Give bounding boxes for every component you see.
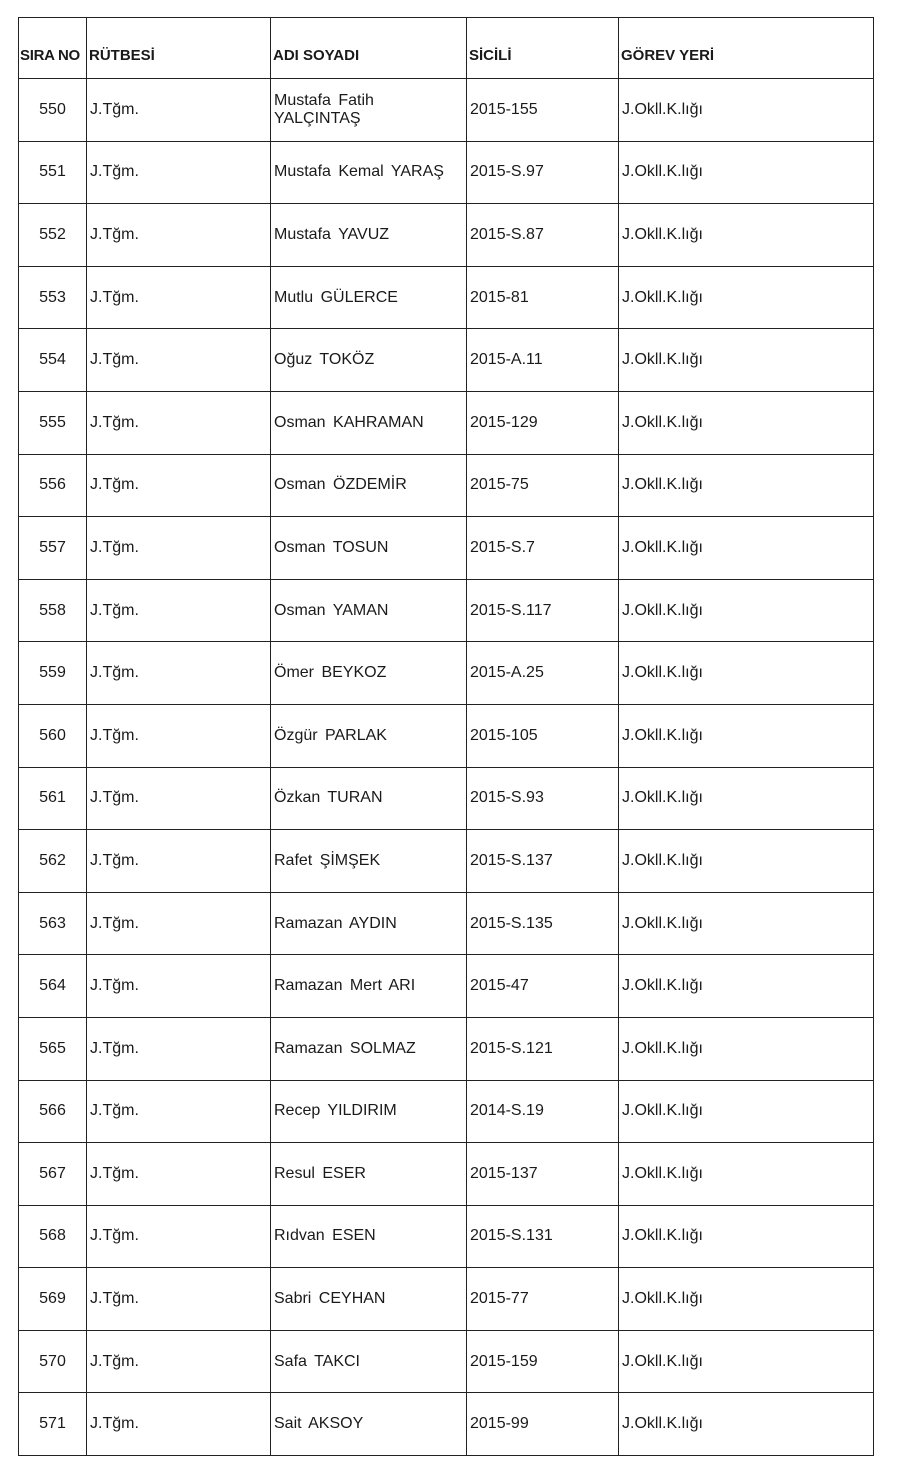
cell-rutbesi: J.Tğm.: [87, 454, 271, 517]
cell-adi-soyadi: Mustafa Kemal YARAŞ: [271, 141, 467, 204]
cell-sicili: 2015-S.117: [467, 579, 619, 642]
table-row: [19, 391, 874, 454]
cell-sicili: 2015-S.7: [467, 517, 619, 580]
cell-sira-no: 564: [19, 955, 87, 1018]
cell-adi-soyadi: Mustafa Fatih YALÇINTAŞ: [271, 79, 467, 142]
cell-sira-no: 570: [19, 1330, 87, 1393]
cell-adi-soyadi: Osman KAHRAMAN: [271, 391, 467, 454]
cell-sira-no: 562: [19, 830, 87, 893]
table-row: [19, 767, 874, 830]
cell-gorev-yeri: J.Okll.K.lığı: [619, 1330, 874, 1393]
cell-sicili: 2015-81: [467, 266, 619, 329]
table-row: [19, 579, 874, 642]
cell-gorev-yeri: J.Okll.K.lığı: [619, 892, 874, 955]
cell-adi-soyadi: Osman TOSUN: [271, 517, 467, 580]
cell-sicili: 2015-S.131: [467, 1205, 619, 1268]
cell-sira-no: 560: [19, 704, 87, 767]
cell-sicili: 2015-S.121: [467, 1017, 619, 1080]
cell-adi-soyadi: Ramazan AYDIN: [271, 892, 467, 955]
table-header: [19, 18, 874, 79]
cell-sira-no: 554: [19, 329, 87, 392]
cell-adi-soyadi: Rıdvan ESEN: [271, 1205, 467, 1268]
cell-gorev-yeri: J.Okll.K.lığı: [619, 955, 874, 1018]
cell-rutbesi: J.Tğm.: [87, 1017, 271, 1080]
cell-sicili: 2015-105: [467, 704, 619, 767]
cell-sira-no: 550: [19, 79, 87, 142]
cell-sira-no: 566: [19, 1080, 87, 1143]
cell-sira-no: 558: [19, 579, 87, 642]
cell-gorev-yeri: J.Okll.K.lığı: [619, 79, 874, 142]
table-row: [19, 1205, 874, 1268]
cell-adi-soyadi: Özgür PARLAK: [271, 704, 467, 767]
cell-sira-no: 561: [19, 767, 87, 830]
header-sira-no: SIRA NO: [19, 18, 87, 79]
cell-adi-soyadi: Recep YILDIRIM: [271, 1080, 467, 1143]
cell-sira-no: 563: [19, 892, 87, 955]
cell-rutbesi: J.Tğm.: [87, 830, 271, 893]
table-row: [19, 704, 874, 767]
cell-sicili: 2015-155: [467, 79, 619, 142]
cell-sicili: 2015-S.87: [467, 204, 619, 267]
table-row: [19, 1080, 874, 1143]
cell-adi-soyadi: Sabri CEYHAN: [271, 1268, 467, 1331]
cell-rutbesi: J.Tğm.: [87, 266, 271, 329]
cell-rutbesi: J.Tğm.: [87, 892, 271, 955]
cell-sira-no: 569: [19, 1268, 87, 1331]
cell-gorev-yeri: J.Okll.K.lığı: [619, 266, 874, 329]
cell-sicili: 2015-99: [467, 1393, 619, 1456]
table-row: [19, 454, 874, 517]
table-body: [19, 79, 874, 1456]
personnel-list-page: [18, 17, 873, 1456]
header-row: [19, 18, 874, 79]
table-row: [19, 79, 874, 142]
cell-sicili: 2015-S.93: [467, 767, 619, 830]
cell-gorev-yeri: J.Okll.K.lığı: [619, 704, 874, 767]
cell-rutbesi: J.Tğm.: [87, 579, 271, 642]
cell-sicili: 2015-A.25: [467, 642, 619, 705]
cell-sira-no: 559: [19, 642, 87, 705]
cell-sicili: 2015-S.137: [467, 830, 619, 893]
table-row: [19, 892, 874, 955]
cell-sira-no: 555: [19, 391, 87, 454]
cell-adi-soyadi: Ramazan SOLMAZ: [271, 1017, 467, 1080]
cell-gorev-yeri: J.Okll.K.lığı: [619, 642, 874, 705]
cell-sira-no: 568: [19, 1205, 87, 1268]
cell-sicili: 2015-77: [467, 1268, 619, 1331]
cell-gorev-yeri: J.Okll.K.lığı: [619, 454, 874, 517]
cell-adi-soyadi: Özkan TURAN: [271, 767, 467, 830]
cell-gorev-yeri: J.Okll.K.lığı: [619, 141, 874, 204]
cell-rutbesi: J.Tğm.: [87, 329, 271, 392]
cell-sira-no: 567: [19, 1143, 87, 1206]
cell-sicili: 2015-47: [467, 955, 619, 1018]
header-gorev-yeri: GÖREV YERİ: [619, 18, 874, 79]
cell-sira-no: 551: [19, 141, 87, 204]
table-row: [19, 1268, 874, 1331]
cell-rutbesi: J.Tğm.: [87, 1393, 271, 1456]
cell-sicili: 2015-159: [467, 1330, 619, 1393]
table-row: [19, 830, 874, 893]
cell-gorev-yeri: J.Okll.K.lığı: [619, 329, 874, 392]
table-row: [19, 955, 874, 1018]
cell-gorev-yeri: J.Okll.K.lığı: [619, 204, 874, 267]
table-row: [19, 329, 874, 392]
table-row: [19, 1143, 874, 1206]
cell-gorev-yeri: J.Okll.K.lığı: [619, 1017, 874, 1080]
cell-gorev-yeri: J.Okll.K.lığı: [619, 767, 874, 830]
cell-gorev-yeri: J.Okll.K.lığı: [619, 1393, 874, 1456]
cell-sicili: 2015-137: [467, 1143, 619, 1206]
cell-rutbesi: J.Tğm.: [87, 204, 271, 267]
cell-sicili: 2015-S.135: [467, 892, 619, 955]
cell-adi-soyadi: Ömer BEYKOZ: [271, 642, 467, 705]
cell-gorev-yeri: J.Okll.K.lığı: [619, 579, 874, 642]
table-row: [19, 1330, 874, 1393]
cell-adi-soyadi: Sait AKSOY: [271, 1393, 467, 1456]
cell-sira-no: 556: [19, 454, 87, 517]
cell-rutbesi: J.Tğm.: [87, 391, 271, 454]
table-row: [19, 1017, 874, 1080]
table-row: [19, 204, 874, 267]
cell-adi-soyadi: Osman ÖZDEMİR: [271, 454, 467, 517]
cell-rutbesi: J.Tğm.: [87, 1080, 271, 1143]
cell-sira-no: 571: [19, 1393, 87, 1456]
cell-sira-no: 553: [19, 266, 87, 329]
cell-adi-soyadi: Osman YAMAN: [271, 579, 467, 642]
cell-rutbesi: J.Tğm.: [87, 1143, 271, 1206]
cell-rutbesi: J.Tğm.: [87, 1205, 271, 1268]
cell-rutbesi: J.Tğm.: [87, 704, 271, 767]
cell-gorev-yeri: J.Okll.K.lığı: [619, 1143, 874, 1206]
cell-adi-soyadi: Safa TAKCI: [271, 1330, 467, 1393]
table-row: [19, 642, 874, 705]
cell-gorev-yeri: J.Okll.K.lığı: [619, 1080, 874, 1143]
cell-sicili: 2015-129: [467, 391, 619, 454]
cell-sira-no: 557: [19, 517, 87, 580]
cell-adi-soyadi: Rafet ŞİMŞEK: [271, 830, 467, 893]
header-adi-soyadi: ADI SOYADI: [271, 18, 467, 79]
cell-sicili: 2015-A.11: [467, 329, 619, 392]
cell-rutbesi: J.Tğm.: [87, 1268, 271, 1331]
table-row: [19, 1393, 874, 1456]
cell-rutbesi: J.Tğm.: [87, 141, 271, 204]
cell-gorev-yeri: J.Okll.K.lığı: [619, 1205, 874, 1268]
header-sicili: SİCİLİ: [467, 18, 619, 79]
cell-rutbesi: J.Tğm.: [87, 1330, 271, 1393]
cell-adi-soyadi: Mustafa YAVUZ: [271, 204, 467, 267]
cell-gorev-yeri: J.Okll.K.lığı: [619, 830, 874, 893]
table-row: [19, 141, 874, 204]
header-rutbesi: RÜTBESİ: [87, 18, 271, 79]
cell-adi-soyadi: Oğuz TOKÖZ: [271, 329, 467, 392]
cell-rutbesi: J.Tğm.: [87, 517, 271, 580]
cell-sicili: 2015-S.97: [467, 141, 619, 204]
cell-gorev-yeri: J.Okll.K.lığı: [619, 391, 874, 454]
cell-sicili: 2015-75: [467, 454, 619, 517]
cell-gorev-yeri: J.Okll.K.lığı: [619, 517, 874, 580]
cell-gorev-yeri: J.Okll.K.lığı: [619, 1268, 874, 1331]
cell-sira-no: 565: [19, 1017, 87, 1080]
cell-adi-soyadi: Mutlu GÜLERCE: [271, 266, 467, 329]
cell-sicili: 2014-S.19: [467, 1080, 619, 1143]
personnel-table: [18, 17, 874, 1456]
cell-adi-soyadi: Ramazan Mert ARI: [271, 955, 467, 1018]
cell-adi-soyadi: Resul ESER: [271, 1143, 467, 1206]
cell-sira-no: 552: [19, 204, 87, 267]
cell-rutbesi: J.Tğm.: [87, 767, 271, 830]
cell-rutbesi: J.Tğm.: [87, 642, 271, 705]
table-row: [19, 517, 874, 580]
table-row: [19, 266, 874, 329]
cell-rutbesi: J.Tğm.: [87, 79, 271, 142]
cell-rutbesi: J.Tğm.: [87, 955, 271, 1018]
